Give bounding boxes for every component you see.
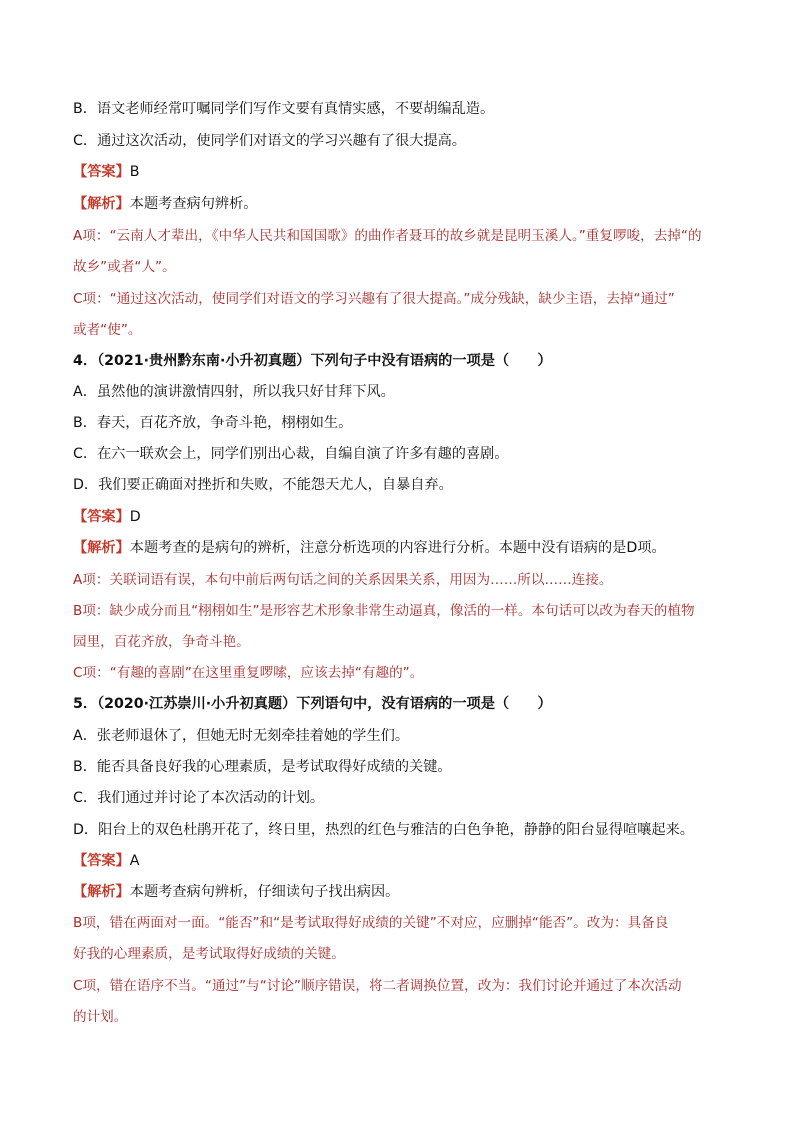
q5-note-b-line2: 好我的心理素质，是考试取得好成绩的关键。 bbox=[73, 946, 345, 962]
q4-note-a: A项：关联词语有误，本句中前后两句话之间的关系因果关系，用因为……所以……连接。 bbox=[73, 572, 613, 588]
q3-analysis bbox=[73, 195, 733, 213]
q5-note-b-line1: B项，错在两面对一面。“能否”和“是考试取得好成绩的关键”不对应，应删掉“能否”。改为：具备良 bbox=[73, 915, 669, 931]
analysis-tag: 【解析】 bbox=[73, 196, 130, 212]
q3-note-a-line1: A项：“云南人才辈出，《中华人民共和国国歌》的曲作者聂耳的故乡就是昆明玉溪人。”重复啰唆，去掉“的 bbox=[73, 228, 702, 244]
q5-note-c-line1: C项，错在语序不当。“通过”与“讨论”顺序错误，将二者调换位置，改为：我们讨论并通过了本次活动 bbox=[73, 978, 682, 994]
q3-option-c: C．通过这次活动，使同学们对语文的学习兴趣有了很大提高。 bbox=[73, 133, 466, 149]
q5-note-c-line2: 的计划。 bbox=[73, 1009, 128, 1025]
q5-option-d: D．阳台上的双色杜鹃开花了，终日里，热烈的红色与雅洁的白色争艳，静静的阳台显得喧嚷起来。 bbox=[73, 822, 694, 838]
q4-option-c: C．在六一联欢会上，同学们别出心裁，自编自演了许多有趣的喜剧。 bbox=[73, 446, 509, 462]
q4-option-b: B．春天，百花齐放，争奇斗艳，栩栩如生。 bbox=[73, 415, 353, 431]
answer-value: D bbox=[129, 509, 141, 525]
q3-answer bbox=[73, 163, 733, 181]
q4-answer bbox=[73, 508, 733, 526]
q3-note-c-line2: 或者“使”。 bbox=[73, 322, 142, 338]
analysis-tag: 【解析】 bbox=[73, 884, 130, 900]
q5-stem: 5．（2020·江苏崇川·小升初真题）下列语句中，没有语病的一项是（ ） bbox=[73, 696, 552, 712]
q4-analysis bbox=[73, 539, 733, 557]
q5-option-b: B．能否具备良好我的心理素质，是考试取得好成绩的关键。 bbox=[73, 759, 452, 775]
q4-note-c: C项：“有趣的喜剧”在这里重复啰嗦，应该去掉“有趣的”。 bbox=[73, 665, 424, 681]
q5-option-a: A．张老师退休了，但她无时无刻牵挂着她的学生们。 bbox=[73, 728, 410, 744]
q5-option-c: C．我们通过并讨论了本次活动的计划。 bbox=[73, 790, 325, 806]
answer-value: A bbox=[129, 853, 140, 869]
answer-value: B bbox=[129, 164, 140, 180]
q4-note-b-line2: 园里，百花齐放，争奇斗艳。 bbox=[73, 634, 250, 650]
answer-tag: 【答案】 bbox=[73, 853, 130, 869]
answer-tag: 【答案】 bbox=[73, 164, 130, 180]
analysis-tag: 【解析】 bbox=[73, 540, 130, 556]
analysis-text: 本题考查病句辨析。 bbox=[129, 196, 258, 212]
answer-tag: 【答案】 bbox=[73, 509, 130, 525]
q4-option-d: D．我们要正确面对挫折和失败，不能怨天尤人，自暴自弃。 bbox=[73, 477, 453, 493]
q3-note-a-line2: 故乡”或者“人”。 bbox=[73, 259, 176, 275]
analysis-text: 本题考查的是病句的辨析，注意分析选项的内容进行分析。本题中没有语病的是D项。 bbox=[129, 540, 666, 556]
q4-option-a: A．虽然他的演讲激情四射，所以我只好甘拜下风。 bbox=[73, 384, 395, 400]
q5-analysis bbox=[73, 883, 733, 901]
q3-note-c-line1: C项：“通过这次活动，使同学们对语文的学习兴趣有了很大提高。”成分残缺，缺少主语，去掉“通过” bbox=[73, 291, 675, 307]
q4-note-b-line1: B项：缺少成分而且“栩栩如生”是形容艺术形象非常生动逼真，像活的一样。本句话可以改为春天的植物 bbox=[73, 603, 695, 619]
q4-stem: 4．（2021·贵州黔东南·小升初真题）下列句子中没有语病的一项是（ ） bbox=[73, 353, 552, 369]
q3-option-b: B．语文老师经常叮嘱同学们写作文要有真情实感，不要胡编乱造。 bbox=[73, 101, 495, 117]
analysis-text: 本题考查病句辨析，仔细读句子找出病因。 bbox=[129, 884, 400, 900]
q5-answer bbox=[73, 852, 733, 870]
